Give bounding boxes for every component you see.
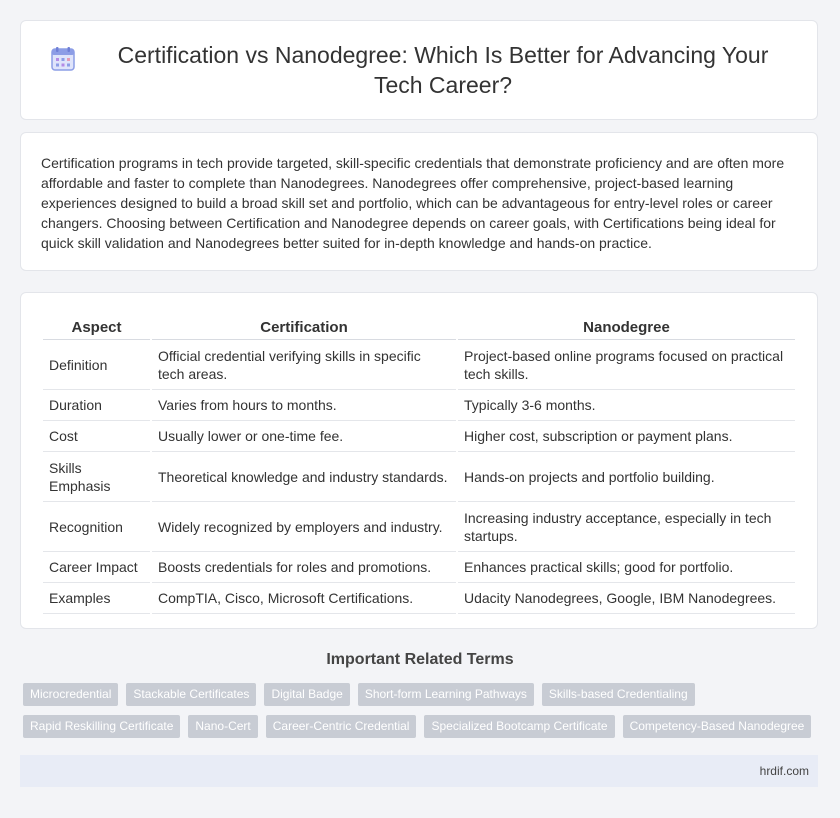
header-certification: Certification xyxy=(152,313,456,340)
row-nanodegree: Higher cost, subscription or payment plans. xyxy=(458,421,795,452)
tag-rapid-reskilling-certificate[interactable]: Rapid Reskilling Certificate xyxy=(23,715,180,738)
table-header-row xyxy=(43,313,795,340)
page-title: Certification vs Nanodegree: Which Is Better for Advancing Your Tech Career? xyxy=(117,42,769,98)
table-row xyxy=(43,502,795,552)
row-aspect: Cost xyxy=(43,421,150,452)
row-nanodegree: Project-based online programs focused on practical tech skills. xyxy=(458,340,795,390)
row-nanodegree: Enhances practical skills; good for portfolio. xyxy=(458,552,795,583)
tag-nano-cert[interactable]: Nano-Cert xyxy=(188,715,257,738)
tag-short-form-learning-pathways[interactable]: Short-form Learning Pathways xyxy=(358,683,534,706)
row-certification: Official credential verifying skills in specific tech areas. xyxy=(152,340,456,390)
table-row xyxy=(43,390,795,421)
intro-card xyxy=(20,132,818,271)
row-certification: Theoretical knowledge and industry standards. xyxy=(152,452,456,502)
title-card xyxy=(20,20,818,120)
row-nanodegree: Hands-on projects and portfolio building. xyxy=(458,452,795,502)
row-nanodegree: Udacity Nanodegrees, Google, IBM Nanodegrees. xyxy=(458,583,795,614)
table-row xyxy=(43,340,795,390)
tag-digital-badge[interactable]: Digital Badge xyxy=(264,683,349,706)
tag-career-centric-credential[interactable]: Career-Centric Credential xyxy=(266,715,417,738)
row-certification: CompTIA, Cisco, Microsoft Certifications. xyxy=(152,583,456,614)
comparison-table xyxy=(41,313,797,614)
tag-specialized-bootcamp-certificate[interactable]: Specialized Bootcamp Certificate xyxy=(424,715,614,738)
row-certification: Varies from hours to months. xyxy=(152,390,456,421)
tag-competency-based-nanodegree[interactable]: Competency-Based Nanodegree xyxy=(623,715,812,738)
table-row xyxy=(43,452,795,502)
row-aspect: Examples xyxy=(43,583,150,614)
tag-skills-based-credentialing[interactable]: Skills-based Credentialing xyxy=(542,683,695,706)
title-wrap xyxy=(49,40,789,100)
row-aspect: Duration xyxy=(43,390,150,421)
row-nanodegree: Increasing industry acceptance, especially in tech startups. xyxy=(458,502,795,552)
related-terms-heading: Important Related Terms xyxy=(326,651,514,668)
table-row xyxy=(43,583,795,614)
tag-stackable-certificates[interactable]: Stackable Certificates xyxy=(126,683,256,706)
tag-row xyxy=(23,683,823,706)
comparison-card xyxy=(20,292,818,629)
related-terms-tags xyxy=(23,683,823,747)
row-aspect: Definition xyxy=(43,340,150,390)
row-aspect: Career Impact xyxy=(43,552,150,583)
table-row xyxy=(43,552,795,583)
footer-site-link[interactable]: hrdif.com xyxy=(759,764,809,778)
row-certification: Boosts credentials for roles and promotions. xyxy=(152,552,456,583)
tag-row xyxy=(23,715,823,738)
footer xyxy=(20,755,818,787)
row-aspect: Recognition xyxy=(43,502,150,552)
row-certification: Widely recognized by employers and industry. xyxy=(152,502,456,552)
table-row xyxy=(43,421,795,452)
intro-paragraph: Certification programs in tech provide targeted, skill-specific credentials that demonstrate proficiency and are often more affordable and faster to complete than Nanodegrees. Nanodegrees offer comprehensive, project-based learning experiences designed to build a broad skill set and portfolio, which can be advantageous for entry-level roles or career changers. Choosing between Certification and Nanodegree depends on career goals, with Certifications being ideal for quick skill validation and Nanodegrees better suited for in-depth knowledge and hands-on practice. xyxy=(41,155,785,251)
tag-microcredential[interactable]: Microcredential xyxy=(23,683,118,706)
row-certification: Usually lower or one-time fee. xyxy=(152,421,456,452)
header-aspect: Aspect xyxy=(43,313,150,340)
row-nanodegree: Typically 3-6 months. xyxy=(458,390,795,421)
calendar-icon xyxy=(50,46,76,72)
row-aspect: Skills Emphasis xyxy=(43,452,150,502)
header-nanodegree: Nanodegree xyxy=(458,313,795,340)
